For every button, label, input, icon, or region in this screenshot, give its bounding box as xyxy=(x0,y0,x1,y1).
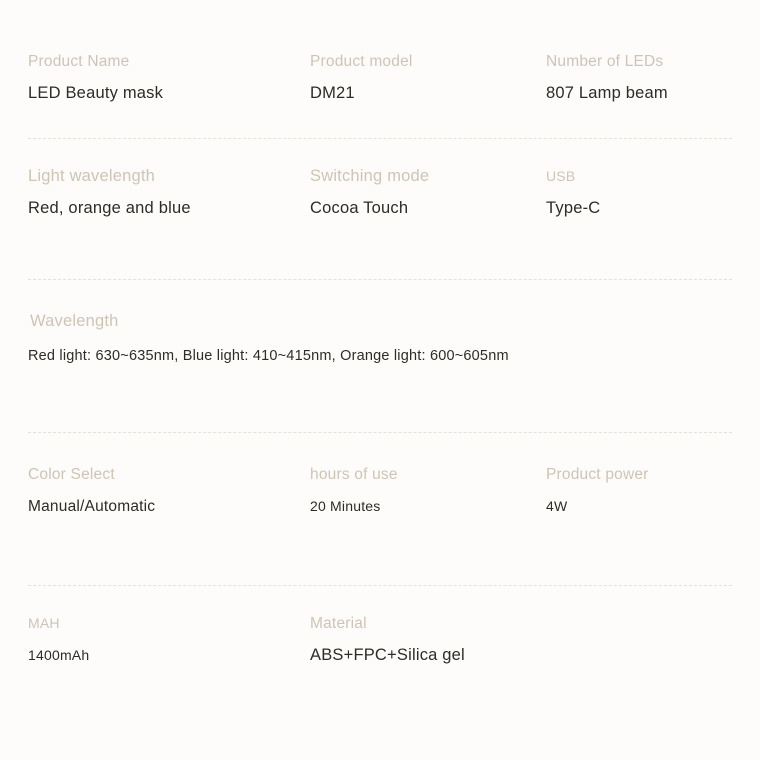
spec-value: ABS+FPC+Silica gel xyxy=(310,646,465,664)
spec-label: Color Select xyxy=(28,466,115,483)
spec-row xyxy=(28,280,732,432)
spec-value: 20 Minutes xyxy=(310,498,381,514)
spec-value: Red light: 630~635nm, Blue light: 410~415nm, Orange light: 600~605nm xyxy=(28,348,509,364)
spec-label: hours of use xyxy=(310,466,398,483)
spec-value: Type-C xyxy=(546,199,601,217)
spec-row xyxy=(28,34,732,138)
spec-label: Number of LEDs xyxy=(546,53,664,70)
spec-cell-usb xyxy=(546,167,732,218)
spec-row xyxy=(28,139,732,279)
spec-cell-color-select xyxy=(28,465,310,516)
spec-value: Red, orange and blue xyxy=(28,199,191,217)
spec-value: 807 Lamp beam xyxy=(546,84,668,102)
spec-label: Product model xyxy=(310,53,413,70)
spec-row-cells xyxy=(28,614,732,665)
spec-label: MAH xyxy=(28,615,60,631)
spec-cell-material xyxy=(310,614,546,665)
spec-row xyxy=(28,586,732,716)
spec-value: Cocoa Touch xyxy=(310,199,409,217)
spec-value: 1400mAh xyxy=(28,647,90,663)
spec-label: Switching mode xyxy=(310,167,430,185)
spec-cell-switching-mode xyxy=(310,167,546,218)
spec-cell-wavelength xyxy=(28,312,728,366)
spec-value: LED Beauty mask xyxy=(28,84,164,102)
spec-label: Wavelength xyxy=(30,312,119,330)
spec-value: Manual/Automatic xyxy=(28,498,156,515)
spec-label: Product power xyxy=(546,466,649,483)
spec-cell-product-model xyxy=(310,52,546,103)
spec-row-cells xyxy=(28,52,732,103)
spec-cell-hours-of-use xyxy=(310,465,546,516)
spec-value: DM21 xyxy=(310,84,355,102)
spec-value: 4W xyxy=(546,498,568,514)
spec-row-cells xyxy=(28,465,732,516)
spec-label: USB xyxy=(546,168,576,184)
spec-label: Product Name xyxy=(28,53,130,70)
spec-row xyxy=(28,433,732,585)
spec-row-cells xyxy=(28,167,732,218)
spec-cell-mah xyxy=(28,614,310,665)
spec-cell-light-wavelength xyxy=(28,167,310,218)
spec-cell-number-of-leds xyxy=(546,52,732,103)
spec-cell-product-name xyxy=(28,52,310,103)
spec-label: Material xyxy=(310,615,367,632)
spec-label: Light wavelength xyxy=(28,167,156,185)
spec-cell-product-power xyxy=(546,465,732,516)
spec-row-cells xyxy=(28,312,732,366)
